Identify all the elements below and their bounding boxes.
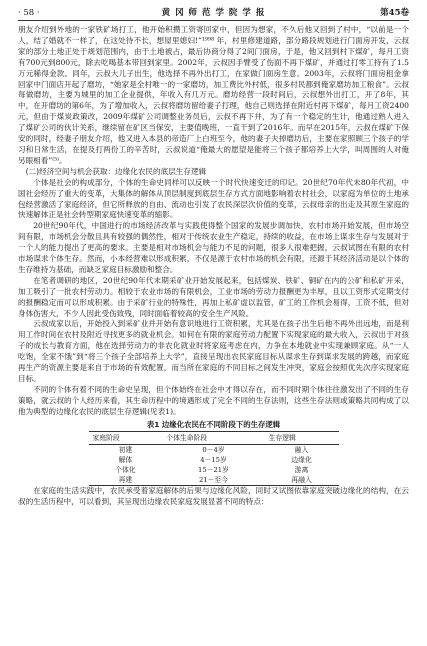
page-header — [18, 6, 409, 21]
table-cell: 0－4岁 — [202, 445, 225, 454]
table-title: 表1 边缘化农民在不同阶段下的生存逻辑 — [146, 419, 281, 429]
table-row — [89, 475, 339, 486]
table-cell: 边缘化 — [291, 455, 312, 464]
table-header-cell: 生存逻辑 — [265, 431, 339, 444]
table-row — [89, 455, 339, 465]
table-row — [89, 465, 339, 475]
paragraph: 朋友介绍到外地的一家铁矿场打工，他开始积攒工资寄回家中，但因为想家，不久后他又回到了村中，“以前是一个人，结了婚就不一样了，在这处待不长，想屋里媳妇!”¹⁹⁹⁸ 年，村里修建道路，部分路段规划进行门面房开发，云叔家的部分土地正处于规划范围内，由于土地被占，最后协商分得了2间门面房，于是，他又回到村下煤矿，每月工资有700元到800元，除去吃喝基本带回到家里。2002年，云叔因手臂受了伤面不再下煤矿，并通过打零工持有了1.5万元稀得金款。同年，云叔大儿子出生，他选择不再外出打工，在家做门面房生意。2003年，云叔将门面房租金拿回家中门面店开起了磨坊，“她家是全村唯一的一家磨坊，加工费比外村低，很多村民都到俺家磨坊加工粮食”。云叔每做磨坊，主要为城里的加工企业提供，年收入有几万元。磨坊经营一段时间后，云叔想外出打工，开了8年，其中，在开磨坊的第6年，为了增加收入，云叔将磨坊留给妻子打理，他自己则选择在附近村再下煤矿，每月工资2400元，但由于煤炭政策改，2009年煤矿公司调整业务员后，云叔不再下井，为了有一个稳定的生计，他通过熟人进入了煤矿公司的伙计关系，继续留在矿区当保安，主要值晚班，一直干到了2016年。而早在2015年，云叔在煤矿下保安的同时，经妻子朋友介绍，他又进入本县的帝造厂上白班至今，他的妻子夫掉磨坊后，主要在家照顾三个孩子的学习和日常生活，在提及打两份工的辛苦时，云叔说道“俺最大的愿望是能将三个孩子都培养上大学，叫周围的人对俺另眼相看”⁽⁵⁾。 — [18, 25, 409, 165]
page-number: · 58 · — [18, 8, 40, 18]
table-cell: 4－15岁 — [200, 455, 227, 464]
table-cell: 个体化 — [115, 465, 136, 474]
table-cell: 初建 — [118, 445, 133, 454]
journal-title: 黄 冈 师 范 学 院 学 报 — [161, 8, 266, 18]
table-cell: 游离 — [294, 465, 309, 474]
table-header-cell: 个体生命阶段 — [162, 431, 264, 444]
table-header-row — [89, 431, 339, 444]
paragraph: 云叔成家以后，开始投入到采矿业并开始有意识地进行工资积累，尤其是在孩子出生后他不再外出远地，而是利用工作时间在农村及附近寻找更多的就业机会。如何在有限的家庭劳动力配置下实现家庭的最大收入，云叔出于对孩子的成长与教育方面，他在选择劳动力的非农化就业时将家庭考虑在内，力争在本地就业中实现兼顾家庭。从“一人吃饱，全家不饿”到“将三个孩子全部培养上大学”，直接呈现出农民家庭目标从谋求生存到谋求发展的跨越，而家庭再生产的资源主要是来自于市场的有效配置，而当所在家庭的不同目标之间发生冲突，家庭会按照优先次序实现家庭目标。 — [18, 319, 409, 383]
table-row — [89, 444, 339, 455]
table-cell: 21－至今 — [162, 475, 264, 486]
table-header-cell: 家庭阶段 — [89, 431, 163, 444]
section-subheading: (二)经济空间与机会获取：边缘化农民的底层生存逻辑 — [25, 166, 207, 176]
paragraph: 20世纪90年代，中国进行的市场经济改革与实践使得整个国家的发展步调加快，农村市场开始发展，但市场空间有限，市场机会分散且具有较强的偶然性，相对于传统农业生产稳定，持续的收益，在市场上谋求生存与发展对于一个人的能力提出了更高的要求。主要是相对市场机会与能力不足的问题，很多人很难把握，云叔试图在有限的农村市场谋求个体生存。然而，小本经营难以形成积累，不仅是源于农村市场的机会有限，还源于其经济活动是以个体的生存维持为基础，而缺乏家庭目标激励和整合。 — [18, 221, 409, 274]
survival-logic-table — [89, 431, 339, 486]
table-cell: 再建 — [89, 475, 163, 486]
table-cell: 解体 — [118, 455, 133, 464]
table-cell: 融入 — [294, 445, 309, 454]
volume-label: 第45卷 — [380, 8, 409, 18]
article-body — [18, 25, 409, 507]
paragraph: 在笔者调研的地区，20世纪90年代末期采矿业开始发展起来，包括煤炭、铁矿、铜矿在内的公矿和私矿开采，加工吸引了一批农村劳动力。相较于农业市场的有限机会，工业市场的劳动力报酬更为丰厚，且以工资形式定期支付的报酬稳定而可以形成积累。由于采矿行业的特殊性，再加上私矿虚以监管，矿工的工作机会易得，工资不低，但对身体伤害大，不少人因此受伤致残，同时面临着较高的安全生产风险。 — [18, 275, 409, 318]
paragraph: 在家庭的生活实践中，农民承受着家庭解体的后果与边缘化风险，同时又试图依靠家庭突破边缘化的结构，在云叔的生活历程中，可以看到，其呈现出边缘农民家庭发展显著不同的特点： — [18, 485, 409, 506]
table-cell: 15－21岁 — [198, 465, 229, 474]
table-cell: 再融入 — [265, 475, 339, 486]
paragraph: 不同的个体有着不同的生命史呈现，但个体始终在社会中才得以存在，而不同时期个体往往激发出了不同的生存策略，就云叔的个人经历来看，其生命历程中的境遇形成了完全不同的生存法则，这些生存法则或策略共同构成了以他为典型的边缘化农民的底层生存逻辑(见表1)。 — [18, 384, 409, 416]
paragraph: 个体是社会的构成部分，个体的生命史同样可以反映一个时代快速变迁的印记。20世纪70年代末80年代初，中国社会经历了重大的变革，大集体的解体从顶层制度到底层生存方式方面地影响着农村社会，以家庭为单位的土地承包经营激活了家庭经济，但它所释放的自由、流动也引发了农民深层次价值的变革，云叔母亲的出走及其原生家庭的快速解体正是社会转型期家庭快速变革的缩影。 — [18, 177, 409, 220]
